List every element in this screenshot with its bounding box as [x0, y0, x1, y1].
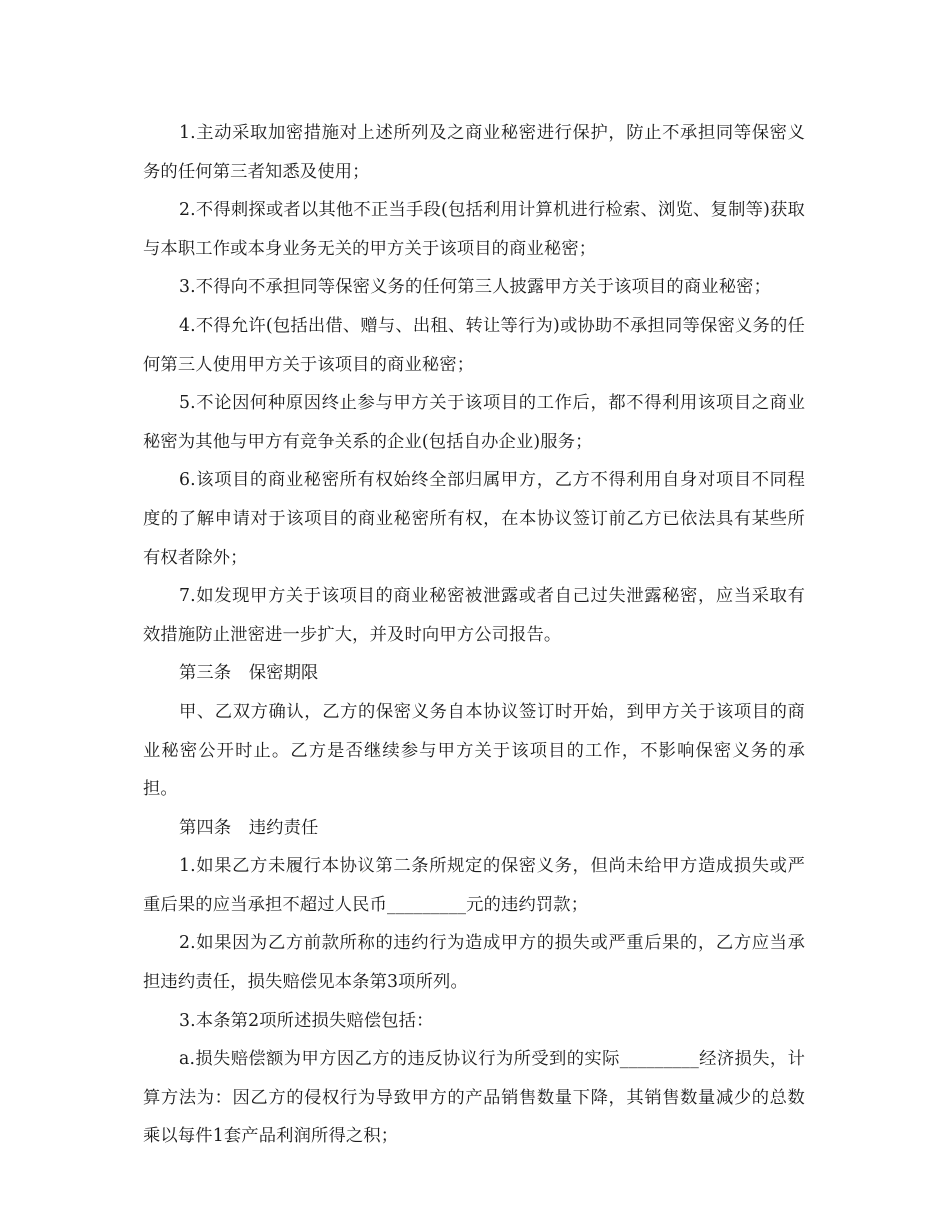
clause-1-paragraph: 1.主动采取加密措施对上述所列及之商业秘密进行保护，防止不承担同等保密义务的任何第三者知悉及使用； [143, 123, 805, 182]
clause-7-paragraph: 7.如发现甲方关于该项目的商业秘密被泄露或者自己过失泄露秘密，应当采取有效措施防止泄密进一步扩大，并及时向甲方公司报告。 [143, 586, 805, 645]
clause-3-paragraph: 3.不得向不承担同等保密义务的任何第三人披露甲方关于该项目的商业秘密； [179, 277, 772, 298]
liability-item-2-paragraph: 2.如果因为乙方前款所称的违约行为造成甲方的损失或严重后果的，乙方应当承担违约责任，损失赔偿见本条第3项所列。 [143, 933, 805, 993]
clause-6-paragraph: 6.该项目的商业秘密所有权始终全部归属甲方，乙方不得利用自身对项目不同程度的了解申请对于该项目的商业秘密所有权，在本协议签订前乙方已依法具有某些所有权者除外； [143, 470, 805, 568]
clause-4-paragraph: 4.不得允许(包括出借、赠与、出租、转让等行为)或协助不承担同等保密义务的任何第三人使用甲方关于该项目的商业秘密； [143, 315, 805, 375]
article-4-heading: 第四条 违约责任 [179, 817, 319, 838]
liability-item-3-paragraph: 3.本条第2项所述损失赔偿包括： [179, 1010, 434, 1031]
clause-2-paragraph: 2.不得刺探或者以其他不正当手段(包括利用计算机进行检索、浏览、复制等)获取与本职工作或本身业务无关的甲方关于该项目的商业秘密； [143, 200, 805, 259]
document-page [143, 114, 805, 1156]
article-3-heading: 第三条 保密期限 [179, 663, 319, 684]
confidentiality-period-paragraph: 甲、乙双方确认，乙方的保密义务自本协议签订时开始，到甲方关于该项目的商业秘密公开时止。乙方是否继续参与甲方关于该项目的工作，不影响保密义务的承担。 [143, 701, 805, 800]
liability-item-1-paragraph: 1.如果乙方未履行本协议第二条所规定的保密义务，但尚未给甲方造成损失或严重后果的应当承担不超过人民币_________元的违约罚款； [143, 856, 805, 915]
liability-item-a-paragraph: a.损失赔偿额为甲方因乙方的违反协议行为所受到的实际_________经济损失，计算方法为：因乙方的侵权行为导致甲方的产品销售数量下降，其销售数量减少的总数乘以每件1套产品利润所得之积； [143, 1049, 805, 1147]
clause-5-paragraph: 5.不论因何种原因终止参与甲方关于该项目的工作后，都不得利用该项目之商业秘密为其他与甲方有竞争关系的企业(包括自办企业)服务； [143, 393, 805, 452]
